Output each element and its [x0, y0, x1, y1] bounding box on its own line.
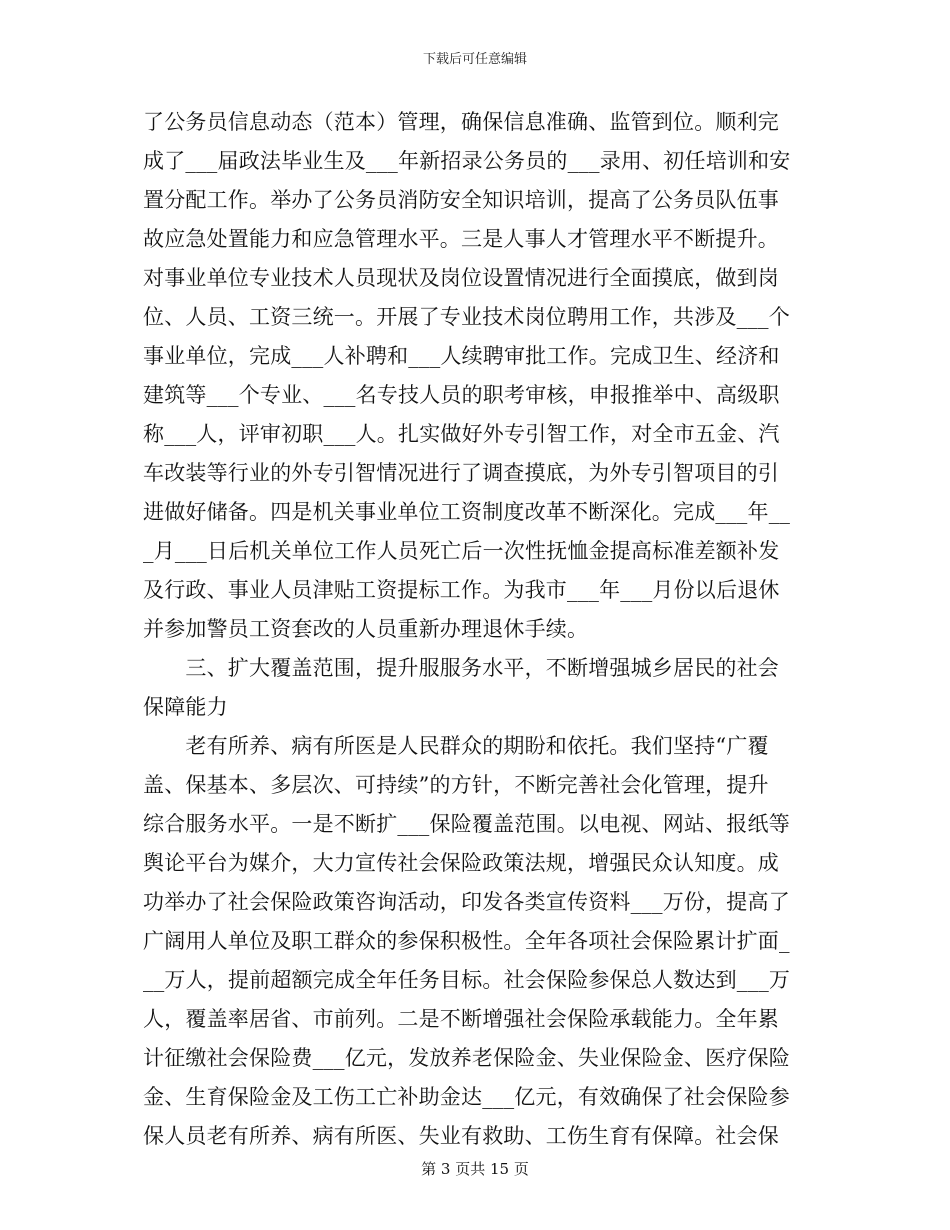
page-header: 下载后可任意编辑: [422, 52, 527, 67]
text-line: 置分配工作。举办了公务员消防安全知识培训，提高了公务员队伍事: [143, 188, 779, 212]
text-line: __万人，提前超额完成全年任务目标。社会保险参保总人数达到___万: [143, 968, 791, 992]
text-line: 保人员老有所养、病有所医、失业有救助、工伤生育有保障。社会保: [143, 1124, 779, 1148]
text-line: 及行政、事业人员津贴工资提标工作。为我市___年___月份以后退休: [143, 578, 780, 602]
text-line: 计征缴社会保险费___亿元，发放养老保险金、失业保险金、医疗保险: [143, 1046, 790, 1070]
text-line: 位、人员、工资三统一。开展了专业技术岗位聘用工作，共涉及___个: [143, 305, 790, 329]
document-body: [143, 103, 807, 1156]
text-line: 进做好储备。四是机关事业单位工资制度改革不断深化。完成___年__: [143, 500, 791, 524]
text-line: 称___人，评审初职___人。扎实做好外专引智工作，对全市五金、汽: [143, 422, 780, 446]
text-line: 舆论平台为媒介，大力宣传社会保险政策法规，增强民众认知度。成: [143, 851, 779, 875]
page-footer: 第 3 页共 15 页: [421, 1160, 529, 1178]
text-line: 了公务员信息动态（范本）管理，确保信息准确、监管到位。顺利完: [143, 110, 779, 134]
text-line: 老有所养、病有所医是人民群众的期盼和依托。我们坚持“广覆: [143, 734, 769, 758]
text-line: 功举办了社会保险政策咨询活动，印发各类宣传资料___万份，提高了: [143, 890, 790, 914]
text-line: _月___日后机关单位工作人员死亡后一次性抚恤金提高标准差额补发: [143, 539, 780, 563]
text-line: 事业单位，完成___人补聘和___人续聘审批工作。完成卫生、经济和: [143, 344, 780, 368]
text-line: 故应急处置能力和应急管理水平。三是人事人才管理水平不断提升。: [143, 227, 779, 251]
text-line: 车改装等行业的外专引智情况进行了调查摸底，为外专引智项目的引: [143, 461, 779, 485]
text-line: 并参加警员工资套改的人员重新办理退休手续。: [143, 617, 589, 641]
text-line: 成了___届政法毕业生及___年新招录公务员的___录用、初任培训和安: [143, 149, 791, 173]
text-line: 金、生育保险金及工伤工亡补助金达___亿元，有效确保了社会保险参: [143, 1085, 790, 1109]
text-line: 人，覆盖率居省、市前列。二是不断增强社会保险承载能力。全年累: [143, 1007, 779, 1031]
text-line: 对事业单位专业技术人员现状及岗位设置情况进行全面摸底，做到岗: [143, 266, 779, 290]
section-heading-line: 保障能力: [143, 695, 228, 719]
text-line: 广阔用人单位及职工群众的参保积极性。全年各项社会保险累计扩面_: [143, 929, 790, 953]
text-line: 盖、保基本、多层次、可持续”的方针，不断完善社会化管理，提升: [143, 773, 769, 797]
text-line: 综合服务水平。一是不断扩___保险覆盖范围。以电视、网站、报纸等: [143, 812, 790, 836]
section-heading-line: 三、扩大覆盖范围，提升服服务水平，不断增强城乡居民的社会: [143, 656, 779, 680]
text-line: 建筑等___个专业、___名专技人员的职考审核，申报推举中、高级职: [143, 383, 780, 407]
